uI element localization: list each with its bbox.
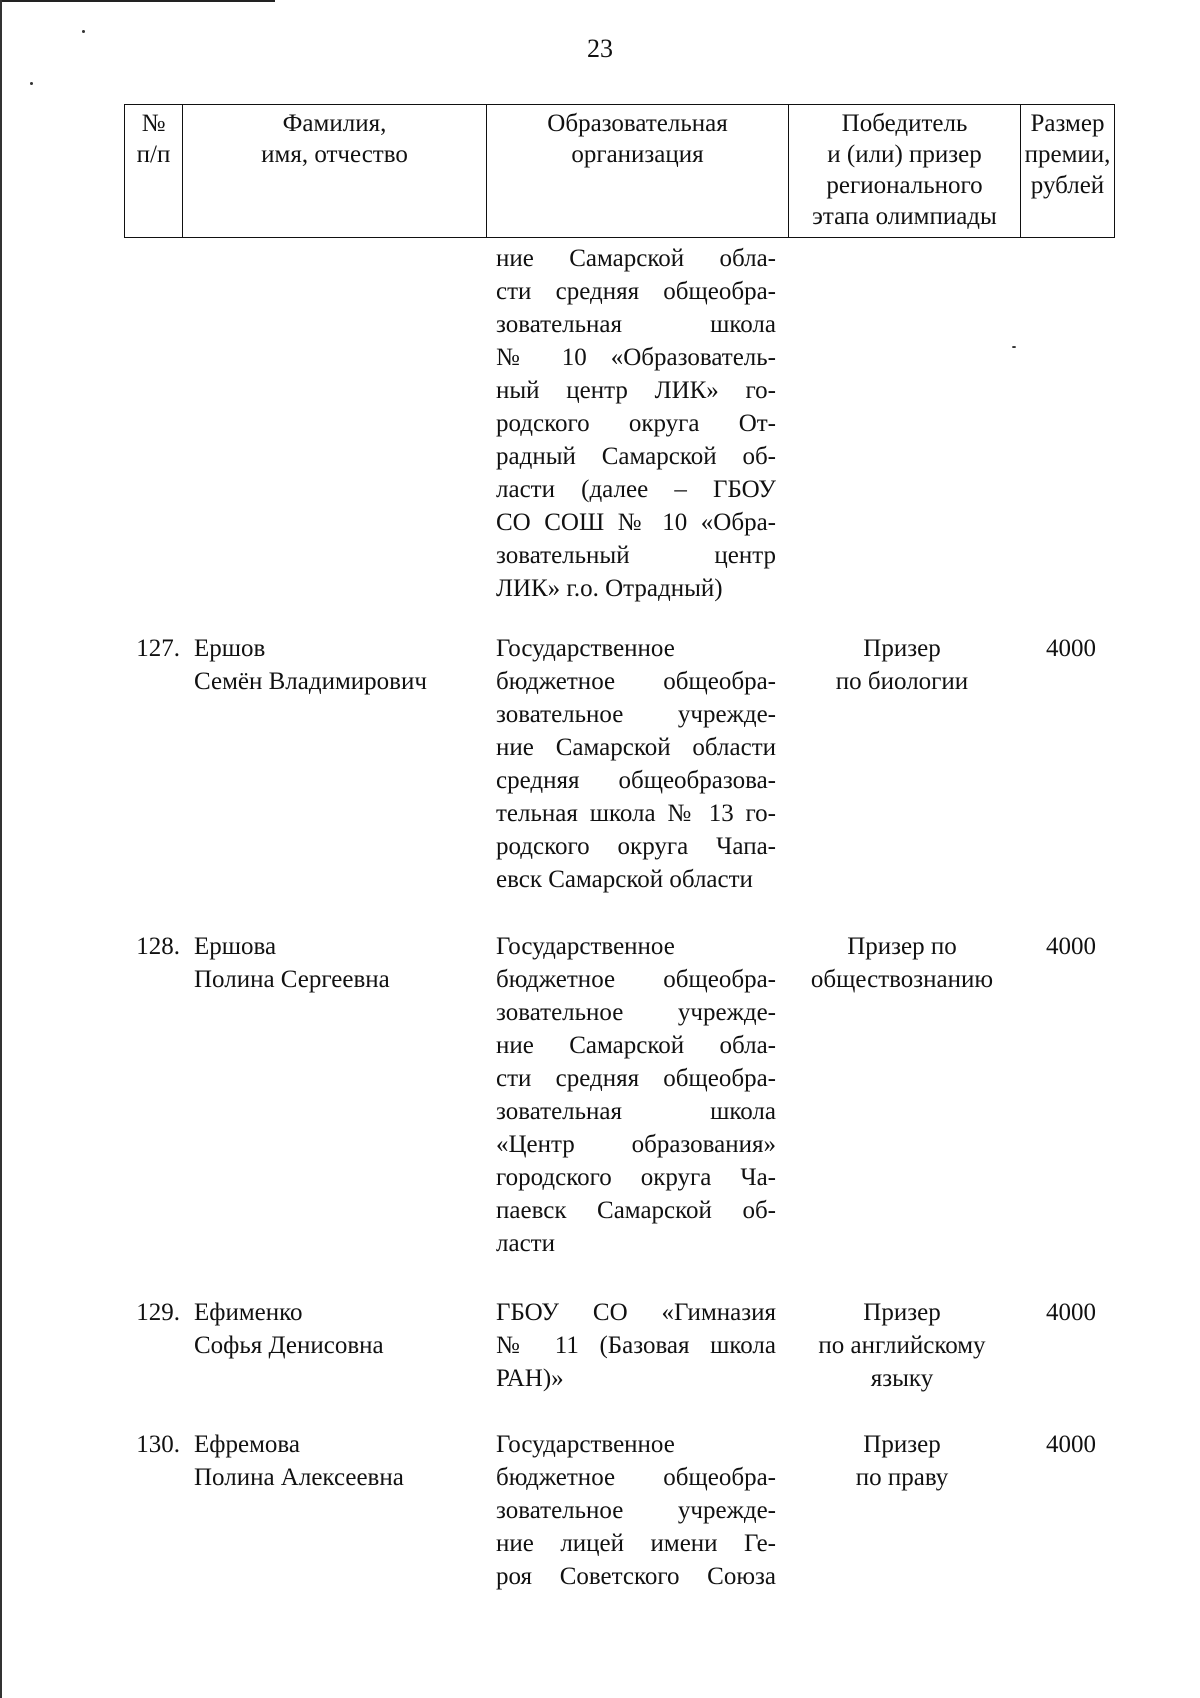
table-header xyxy=(124,104,1115,238)
org-line: ние лицей имени Ге- xyxy=(496,1530,776,1557)
given-names: Полина Алексеевна xyxy=(194,1464,404,1491)
org-line: зовательное учрежде- xyxy=(496,1497,776,1524)
org-line: родского округа От- xyxy=(496,410,776,437)
scan-speck xyxy=(82,30,85,33)
person-name xyxy=(194,930,390,996)
org-line: ласти xyxy=(496,1230,555,1257)
organization xyxy=(496,1428,776,1593)
person-name xyxy=(194,632,427,698)
org-line: бюджетное общеобра- xyxy=(496,966,776,993)
prize-amount: 4000 xyxy=(1046,1431,1096,1458)
page-number: 23 xyxy=(587,34,613,63)
org-line: бюджетное общеобра- xyxy=(496,668,776,695)
olympiad-status xyxy=(792,930,1012,996)
row-number: 127. xyxy=(136,635,180,662)
org-line: ЛИК» г.о. Отрадный) xyxy=(496,575,723,602)
header-num: № п/п xyxy=(125,105,183,238)
org-line: зовательный центр xyxy=(496,542,776,569)
given-names: Семён Владимирович xyxy=(194,668,427,695)
row-number: 128. xyxy=(136,933,180,960)
scan-edge-top xyxy=(0,0,275,2)
table-header-row xyxy=(125,105,1115,238)
organization xyxy=(496,632,776,896)
status-line: языку xyxy=(870,1365,934,1392)
person-name xyxy=(194,1428,404,1494)
olympiad-status xyxy=(792,1428,1012,1494)
status-line: по биологии xyxy=(835,668,969,695)
org-line: родского округа Чапа- xyxy=(496,833,776,860)
org-line: «Центр образования» xyxy=(496,1131,776,1158)
olympiad-status xyxy=(792,1296,1012,1395)
org-line: ГБОУ СО «Гимназия xyxy=(496,1299,776,1326)
org-line: Государственное xyxy=(496,933,675,960)
given-names: Софья Денисовна xyxy=(194,1332,384,1359)
surname: Ершова xyxy=(194,933,277,960)
org-line: паевск Самарской об- xyxy=(496,1197,776,1224)
org-line: № 10 «Образователь- xyxy=(496,344,776,371)
org-line: Государственное xyxy=(496,1431,675,1458)
status-line: Призер xyxy=(863,1431,941,1458)
organization xyxy=(496,930,776,1260)
surname: Ершов xyxy=(194,635,266,662)
scan-speck xyxy=(1012,346,1016,348)
row-number: 129. xyxy=(136,1299,180,1326)
status-line: по английскому xyxy=(818,1332,986,1359)
org-line: зовательное учрежде- xyxy=(496,999,776,1026)
org-line: ласти (далее – ГБОУ xyxy=(496,476,776,503)
continuation-org-text xyxy=(496,242,776,605)
given-names: Полина Сергеевна xyxy=(194,966,390,993)
org-line: средняя общеобразова- xyxy=(496,767,776,794)
prize-amount: 4000 xyxy=(1046,933,1096,960)
org-line: ние Самарской области xyxy=(496,734,776,761)
org-line: радный Самарской об- xyxy=(496,443,776,470)
org-line: евск Самарской области xyxy=(496,866,753,893)
header-fio: Фамилия, имя, отчество xyxy=(183,105,487,238)
org-line: зовательная школа xyxy=(496,1098,776,1125)
org-line: Государственное xyxy=(496,635,675,662)
org-line: РАН)» xyxy=(496,1365,564,1392)
status-line: Призер по xyxy=(847,933,957,960)
status-line: по праву xyxy=(855,1464,949,1491)
status-line: Призер xyxy=(863,1299,941,1326)
status-line: Призер xyxy=(863,635,941,662)
organization xyxy=(496,1296,776,1395)
org-line: тельная школа № 13 го- xyxy=(496,800,776,827)
prize-amount: 4000 xyxy=(1046,635,1096,662)
row-number: 130. xyxy=(136,1431,180,1458)
surname: Ефремова xyxy=(194,1431,300,1458)
org-line: зовательное учрежде- xyxy=(496,701,776,728)
olympiad-status xyxy=(792,632,1012,698)
org-line: сти средняя общеобра- xyxy=(496,1065,776,1092)
status-line: обществознанию xyxy=(810,966,994,993)
prize-amount: 4000 xyxy=(1046,1299,1096,1326)
org-line: № 11 (Базовая школа xyxy=(496,1332,776,1359)
person-name xyxy=(194,1296,384,1362)
org-line: СО СОШ № 10 «Обра- xyxy=(496,509,776,536)
org-line: ние Самарской обла- xyxy=(496,1032,776,1059)
org-line: бюджетное общеобра- xyxy=(496,1464,776,1491)
surname: Ефименко xyxy=(194,1299,303,1326)
org-line: роя Советского Союза xyxy=(496,1563,776,1590)
org-line: ный центр ЛИК» го- xyxy=(496,377,776,404)
header-status: Победитель и (или) призер регионального этапа олимпиады xyxy=(789,105,1021,238)
org-line: сти средняя общеобра- xyxy=(496,278,776,305)
header-prize: Размер премии, рублей xyxy=(1021,105,1115,238)
org-line: городского округа Ча- xyxy=(496,1164,776,1191)
scan-edge-left xyxy=(0,0,2,1698)
org-line: ние Самарской обла- xyxy=(496,245,776,272)
scan-speck xyxy=(30,82,33,85)
header-org: Образовательная организация xyxy=(487,105,789,238)
org-line: зовательная школа xyxy=(496,311,776,338)
